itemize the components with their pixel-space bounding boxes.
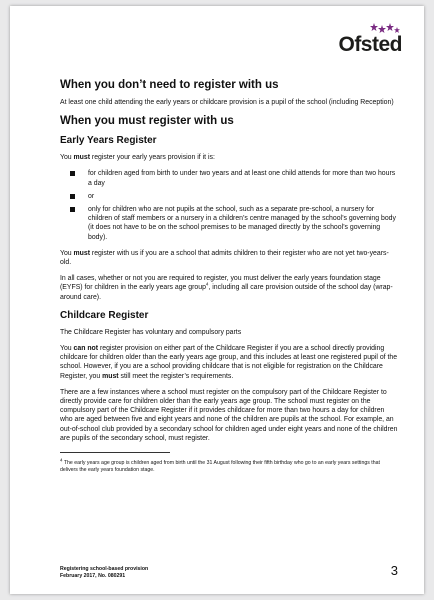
list-item: for children aged from birth to under two years and at least one child attends for more than two hours a day bbox=[70, 169, 398, 187]
document-content bbox=[60, 78, 398, 481]
para-can-not-register: You can not register provision on either part of the Childcare Register if you are a school directly providing childcare for children older than the early years age group, and this includes at least one registered pupil of the school. However, if you are a school providing childcare that is not eligible for registration on the Childcare Register, you must still meet the register’s requirements. bbox=[60, 345, 398, 380]
ofsted-logo-text: Ofsted bbox=[338, 33, 402, 56]
page-footer bbox=[60, 563, 398, 579]
para-all-cases-eyfs: In all cases, whether or not you are required to register, you must deliver the early years foundation stage (EYFS) for children in the early years age group$^4$, including all care provision outside of the school day (wrap-around care). bbox=[60, 275, 393, 301]
bullet-square-icon bbox=[70, 171, 75, 176]
heading-dont-need-register: When you don’t need to register with us bbox=[60, 79, 279, 91]
page-number: 3 bbox=[390, 563, 398, 578]
footnote-divider bbox=[60, 452, 170, 453]
heading-early-years-register: Early Years Register bbox=[60, 135, 157, 147]
bullet-square-icon bbox=[70, 194, 75, 199]
para-dont-need-register: At least one child attending the early years or childcare provision is a pupil of the school (including Reception) bbox=[60, 99, 394, 106]
heading-childcare-register: Childcare Register bbox=[60, 309, 149, 321]
bullet-square-icon bbox=[70, 207, 75, 212]
footnote: $^4$ The early years age group is children aged from birth until the 31 August following their fifth birthday who go to an early years settings that delivers the early years foundation stage. bbox=[60, 457, 380, 474]
para-must-register-under-two: You must register with us if you are a school that admits children to their register who are not yet two-years-old. bbox=[60, 249, 389, 267]
list-item: only for children who are not pupils at the school, such as a separate pre-school, a nursery for children of staff members or a nursery in a children’s centre managed by the school’s governing body (it does not have to be on the school premises to be managed directly by the school’s governing body). bbox=[70, 205, 398, 242]
para-compulsory-part: There are a few instances where a school must register on the compulsory part of the Childcare Register to directly provide care for children older than the early years age group. The school must register on the compulsory part of the Childcare Register if it provides childcare for more than two hours a day for children who are aged between five and eight years and none of the children are pupils at the school. For example, an out-of-school club provided by a secondary school for children aged under eight years and none of the children are pupils of the secondary school, must register. bbox=[60, 388, 398, 442]
ofsted-logo bbox=[332, 22, 402, 62]
footer-title: Registering school-based provision bbox=[60, 566, 149, 572]
footer-date-ref: February 2017, No. 080291 bbox=[60, 572, 126, 579]
register-conditions-list bbox=[70, 169, 398, 241]
document-page bbox=[10, 6, 424, 594]
heading-must-register: When you must register with us bbox=[60, 115, 234, 128]
para-must-register-intro: You must register your early years provision if it is: bbox=[60, 154, 215, 162]
para-childcare-register-intro: The Childcare Register has voluntary and compulsory parts bbox=[60, 328, 242, 336]
list-item: or bbox=[70, 192, 398, 201]
